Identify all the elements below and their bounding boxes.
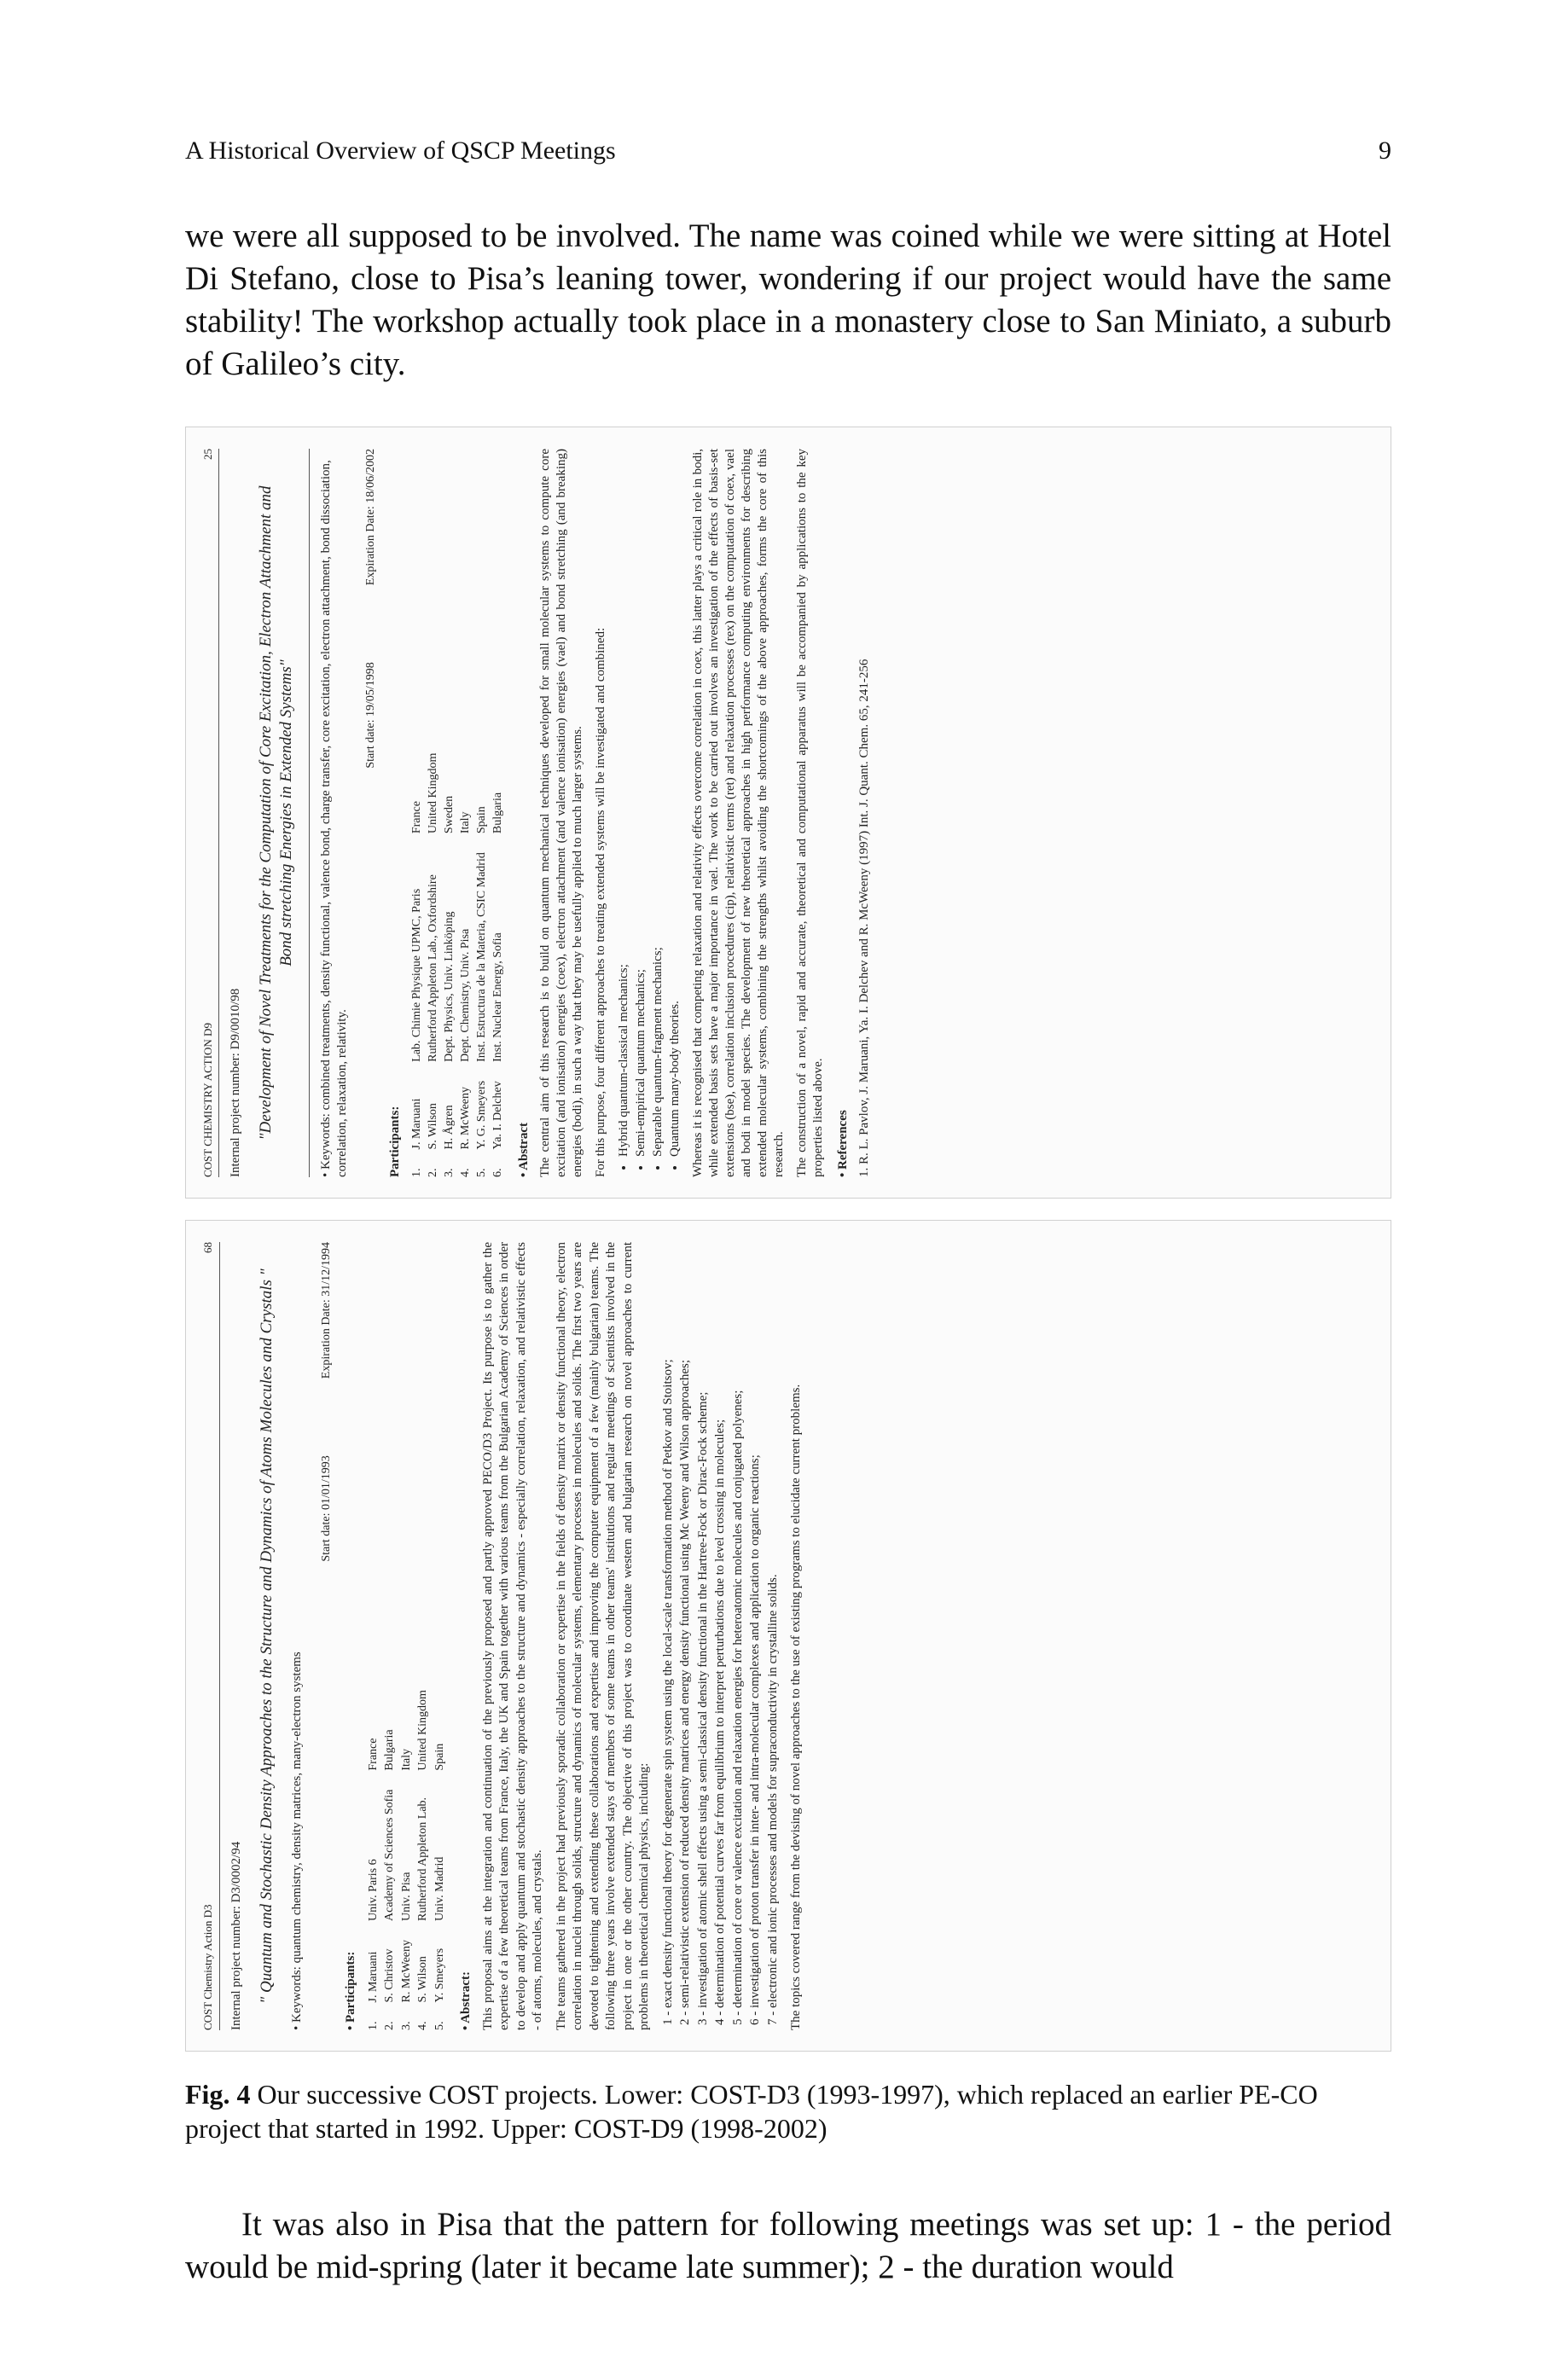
- caption-label: Fig. 4: [185, 2079, 251, 2110]
- participant-n: 2.: [427, 1168, 439, 1177]
- participant-name: J. Maruani: [410, 1098, 423, 1149]
- figure-caption: [185, 2077, 1391, 2145]
- participant-row: [490, 734, 506, 1176]
- participant-n: 3.: [399, 2021, 413, 2030]
- participant-n: 1.: [366, 2021, 380, 2030]
- participant-inst: Inst. Nuclear Energy, Sofia: [491, 932, 504, 1062]
- abstract-heading: • Abstract: [517, 1122, 531, 1177]
- project-number: Internal project number: D3/0002/94: [229, 1841, 243, 2030]
- project-title: " Quantum and Stochastic Density Approaches to the Structure and Dynamics of Atoms Molecules and Crystals ": [258, 1268, 276, 2004]
- scan-header: [200, 1242, 220, 2030]
- scan-header-right: 25: [201, 448, 214, 460]
- divider: [309, 449, 310, 1177]
- participants-heading: • Participants:: [344, 1951, 357, 2030]
- abstract-paragraph: The teams gathered in the project had previously sporadic collaboration or expertise in the fields of density matrix or density functional theory, electron correlation in nuclei through solids, structure and dynamics of molecular systems, elementary processes in molecules and solids. The first two years are devoted to tightening and extending these collaborations and expertise and improving the computer equipment of a few (mainly bulgarian) teams. The following three years involve extended stays of members of some teams in other teams' institutions and regular meetings of scientists involved in the project in one or the other country. The objective of this project was to coordinate western and bulgarian research on novel approaches to current problems in theoretical chemical physics, including:: [554, 1241, 651, 2030]
- participant-row: [409, 734, 425, 1176]
- scan-header-right: 68: [201, 1241, 214, 1253]
- participants-table: [409, 734, 506, 1176]
- participant-country: Sweden: [443, 795, 456, 833]
- participant-n: 6.: [491, 1168, 504, 1177]
- participant-inst: Univ. Paris 6: [366, 1858, 380, 1921]
- participant-name: Ya. I. Delchev: [491, 1080, 504, 1149]
- topic-item: 3 - investigation of atomic shell effects using a semi-classical density functional in the Hartree-Fock or Dirac-Fock scheme;: [695, 1391, 710, 2025]
- participant-inst: Academy of Sciences Sofia: [383, 1789, 396, 1921]
- participant-row: [381, 1671, 398, 2030]
- participant-inst: Univ. Pisa: [399, 1872, 413, 1921]
- scan-header-left: COST CHEMISTRY ACTION D9: [201, 1022, 214, 1177]
- body-paragraph-bottom: It was also in Pisa that the pattern for following meetings was set up: 1 - the period would be mid-spring (later it became late summer); 2 - the duration would: [185, 2206, 1391, 2285]
- participant-country: France: [366, 1738, 380, 1771]
- participants-table: [365, 1671, 449, 2030]
- participant-country: Bulgaria: [383, 1728, 396, 1771]
- references-heading: • References: [836, 1109, 850, 1177]
- participant-n: 3.: [443, 1168, 456, 1177]
- rotated-content-d3: [191, 1227, 1385, 2046]
- participant-inst: Rutherford Appleton Lab., Oxfordshire: [427, 874, 439, 1062]
- participant-country: Spain: [433, 1743, 446, 1771]
- topic-item: 7 - electronic and ionic processes and models for supraconductivity in crystalline solids.: [765, 1573, 780, 2025]
- participant-name: S. Wilson: [416, 1955, 429, 2002]
- participant-n: 2.: [383, 2021, 396, 2030]
- participant-n: 4.: [459, 1168, 472, 1177]
- expiration-date: Expiration Date: 18/06/2002: [364, 448, 377, 585]
- approach-item: • Separable quantum-fragment mechanics;: [650, 449, 666, 1157]
- participant-row: [398, 1671, 415, 2030]
- topic-item: 2 - semi-relativistic extension of reduced density matrices and energy density functional using Mc Weeny and Wilson approaches;: [678, 1359, 692, 2025]
- participant-inst: Lab. Chimie Physique UPMC, Paris: [410, 888, 423, 1062]
- participant-inst: Inst. Estructura de la Materia, CSIC Madrid: [475, 851, 488, 1062]
- rotated-content-d9: [191, 433, 1385, 1193]
- participant-name: S. Wilson: [427, 1102, 439, 1149]
- reference-item: 1. R. L. Pavlov, J. Maruani, Ya. I. Delchev and R. McWeeny (1997) Int. J. Quant. Chem. 65, 241-256: [857, 659, 871, 1177]
- participant-country: Italy: [459, 810, 472, 833]
- participants-heading: Participants:: [388, 1106, 402, 1177]
- participant-row: [441, 734, 457, 1176]
- participant-name: Y. Smeyers: [433, 1948, 446, 2002]
- participant-inst: Univ. Madrid: [433, 1856, 446, 1921]
- abstract-paragraph: The construction of a novel, rapid and accurate, theoretical and computational apparatus will be accompanied by applications to the key properties listed above.: [795, 448, 825, 1177]
- participant-country: United Kingdom: [416, 1689, 429, 1771]
- expiration-date: Expiration Date: 31/12/1994: [319, 1241, 333, 1379]
- project-title: "Development of Novel Treatments for the Computation of Core Excitation, Electron Attachment and Bond stretching Energies in Extended Systems": [257, 485, 295, 1140]
- figure-scanned-pages: [185, 427, 1391, 2052]
- running-title: A Historical Overview of QSCP Meetings: [185, 136, 616, 165]
- participant-n: 4.: [416, 2021, 429, 2030]
- participant-row: [457, 734, 473, 1176]
- abstract-paragraph: The topics covered range from the devising of novel approaches to the use of existing programs to elucidate current problems.: [789, 1384, 803, 2030]
- topic-item: 6 - investigation of proton transfer in inter- and intra-molecular complexes and application to organic reactions;: [748, 1454, 762, 2025]
- participant-country: France: [410, 800, 423, 833]
- scan-page-cost-d9: [185, 427, 1391, 1199]
- participant-row: [425, 734, 441, 1176]
- abstract-paragraph: This proposal aims at the integration and continuation of the previously proposed and partly approved PECO/D3 Project. Its purpose is to gather the expertise of a few theoretical teams from France, Italy, the UK and Spain together with various teams from the Bulgarian Academy of Sciences in order to develop and apply quantum and stochastic density approaches to the structure and dynamics - especially correlation, relaxation, and relativistic effects - of atoms, molecules, and crystals.: [480, 1241, 544, 2030]
- approach-item: • Hybrid quantum-classical mechanics;: [616, 449, 632, 1157]
- participant-n: 5.: [433, 2021, 446, 2030]
- scan-header-left: COST Chemistry Action D3: [201, 1904, 214, 2030]
- project-dates: [363, 449, 379, 1177]
- abstract-paragraph: The central aim of this research is to build on quantum mechanical techniques developed for small molecular systems to compute core excitation (and ionisation) energies (coex), electron attachment (and valence ionisation) energies (vael) and bond stretching (and breaking) energies (bodi), in such a way that they may be usefully applied to much larger systems.: [538, 448, 584, 1177]
- caption-text: Our successive COST projects. Lower: COST-D3 (1993-1997), which replaced an earlier PE-CO project that started in 1992. Upper: COST-D9 (1998-2002): [185, 2079, 1318, 2144]
- topic-item: 5 - determination of core or valence excitation and relaxation energies for heteroatomic molecules and conjugated polyenes;: [730, 1390, 745, 2025]
- approaches-list: [616, 449, 683, 1177]
- participant-name: R. McWeeny: [399, 1939, 413, 2002]
- abstract-paragraph: Whereas it is recognised that competing relaxation and relativity effects overcome correlation in coex, this latter plays a critical role in bodi, while extended basis sets have a major importance in vael. The work to be carried out involves an investigation of the effects of basis-set extensions (bse), correlation inclusion procedures (cip), relativistic terms (ret) and relaxation processes (rex) on the computation of coex, vael and bodi in model species. The development of new theoretical approaches in high performance computing environments for describing extended molecular systems, combining the strengths whilst avoiding the shortcomings of the above approaches, forms the core of this research.: [691, 448, 786, 1177]
- participant-inst: Rutherford Appleton Lab.: [416, 1797, 429, 1921]
- approach-item: • Semi-empirical quantum mechanics;: [633, 449, 649, 1157]
- participant-name: H. Ågren: [443, 1104, 456, 1149]
- topic-item: 4 - determination of potential curves far from equilibrium to interpret perturbations due to level crossing in molecules;: [713, 1419, 727, 2025]
- keywords: • Keywords: combined treatments, density functional, valence bond, charge transfer, core excitation, electron attachment, bond dissociation, correlation, relaxation, relativity.: [319, 459, 349, 1177]
- approach-item: • Quantum many-body theories.: [667, 449, 683, 1157]
- start-date: Start date: 19/05/1998: [364, 661, 377, 769]
- topics-list: [660, 1242, 782, 2030]
- participant-row: [415, 1671, 432, 2030]
- project-dates: [318, 1242, 335, 2030]
- participant-name: S. Christov: [383, 1948, 396, 2002]
- abstract-heading: • Abstract:: [459, 1971, 473, 2030]
- participant-row: [432, 1671, 449, 2030]
- participant-country: United Kingdom: [427, 752, 439, 833]
- abstract-paragraph: For this purpose, four different approaches to treating extended systems will be investigated and combined:: [594, 627, 607, 1177]
- topic-item: 1 - exact density functional theory for degenerate spin system using the local-scale transformation method of Petkov and Stoitsov;: [660, 1358, 675, 2025]
- start-date: Start date: 01/01/1993: [319, 1454, 333, 1562]
- participant-name: Y. G. Smeyers: [475, 1080, 488, 1149]
- scan-page-cost-d3: [185, 1220, 1391, 2052]
- participant-n: 5.: [475, 1168, 488, 1177]
- participant-name: J. Maruani: [366, 1951, 380, 2002]
- body-paragraph-top: we were all supposed to be involved. The name was coined while we were sitting at Hotel Di Stefano, close to Pisa’s leaning tower, wondering if our project would have the same stability! The workshop actually took place in a monastery close to San Miniato, a suburb of Galileo’s city.: [185, 218, 1391, 382]
- page-number: 9: [1379, 136, 1391, 165]
- keywords: • Keywords: quantum chemistry, density matrices, many-electron systems: [290, 1651, 304, 2030]
- participant-country: Bulgaria: [491, 792, 504, 833]
- participant-inst: Dept. Chemistry, Univ. Pisa: [459, 928, 472, 1062]
- participant-row: [365, 1671, 382, 2030]
- scan-header: [200, 449, 219, 1177]
- participant-inst: Dept. Physics, Univ. Linköping: [443, 910, 456, 1062]
- participant-n: 1.: [410, 1168, 423, 1177]
- participant-name: R. McWeeny: [459, 1086, 472, 1149]
- participant-country: Spain: [475, 805, 488, 833]
- participant-country: Italy: [399, 1748, 413, 1771]
- project-number: Internal project number: D9/0010/98: [229, 988, 242, 1177]
- participant-row: [473, 734, 490, 1176]
- running-header: [185, 136, 1391, 165]
